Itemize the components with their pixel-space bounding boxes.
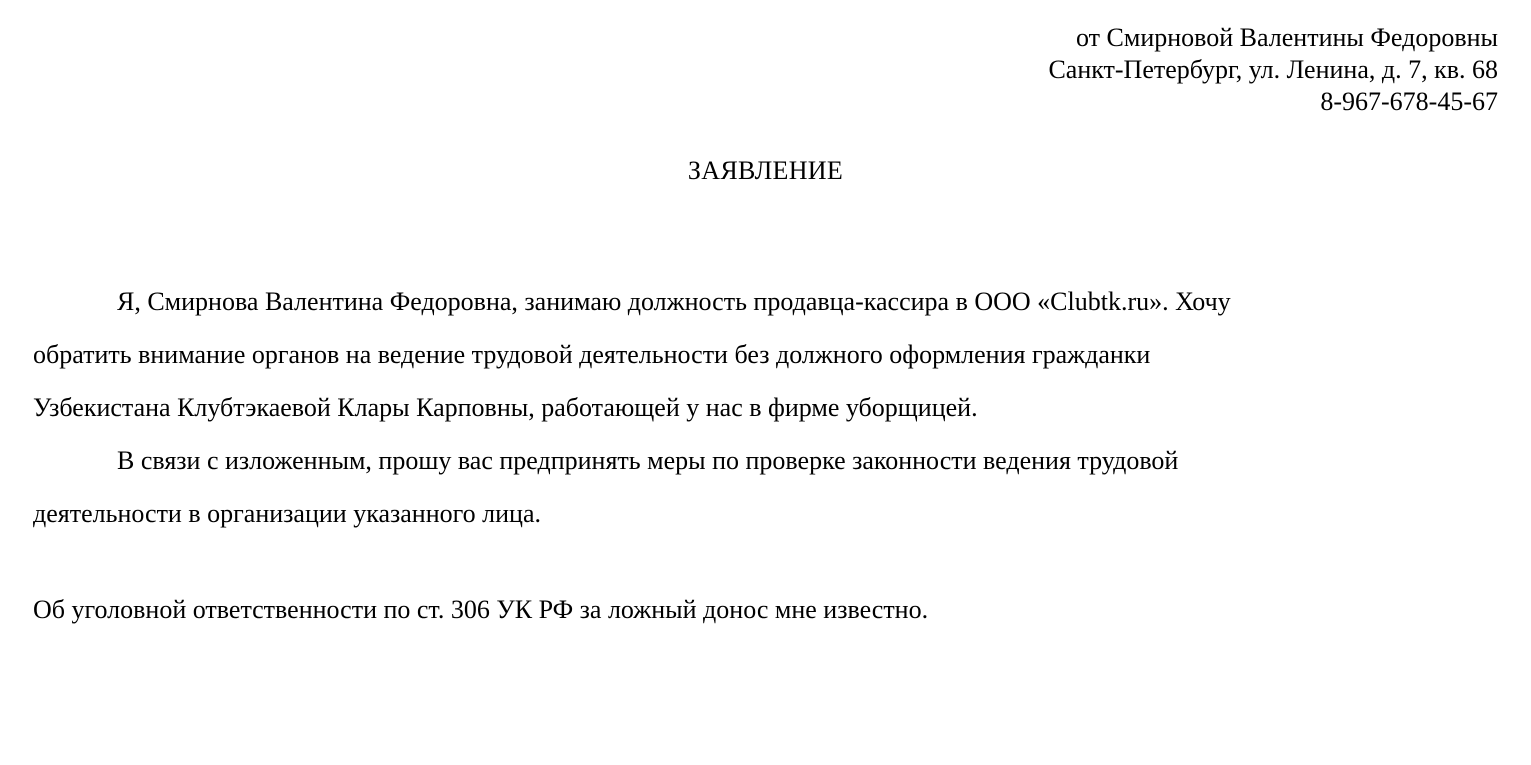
paragraph-1-line-3: Узбекистана Клубтэкаевой Клары Карповны, работающей у нас в фирме уборщицей.	[33, 393, 978, 422]
paragraph-2-line-2: деятельности в организации указанного лица.	[33, 499, 541, 528]
document-body	[33, 275, 1473, 540]
paragraph-2-line-1: В связи с изложенным, прошу вас предпринять меры по проверке законности ведения трудовой	[117, 446, 1179, 475]
document-title: ЗАЯВЛЕНИЕ	[687, 156, 844, 185]
liability-statement: Об уголовной ответственности по ст. 306 УК РФ за ложный донос мне известно.	[33, 595, 929, 624]
sender-block	[1048, 22, 1498, 118]
sender-name: от Смирновой Валентины Федоровны	[1076, 23, 1498, 52]
paragraph-1	[33, 275, 1473, 434]
paragraph-1-line-2: обратить внимание органов на ведение трудовой деятельности без должного оформления гражданки	[33, 340, 1151, 369]
paragraph-2	[33, 434, 1473, 540]
sender-address: Санкт-Петербург, ул. Ленина, д. 7, кв. 68	[1048, 55, 1498, 84]
paragraph-1-line-1: Я, Смирнова Валентина Федоровна, занимаю должность продавца-кассира в ООО «Clubtk.ru». Хочу	[117, 287, 1231, 316]
sender-phone: 8-967-678-45-67	[1320, 87, 1498, 116]
